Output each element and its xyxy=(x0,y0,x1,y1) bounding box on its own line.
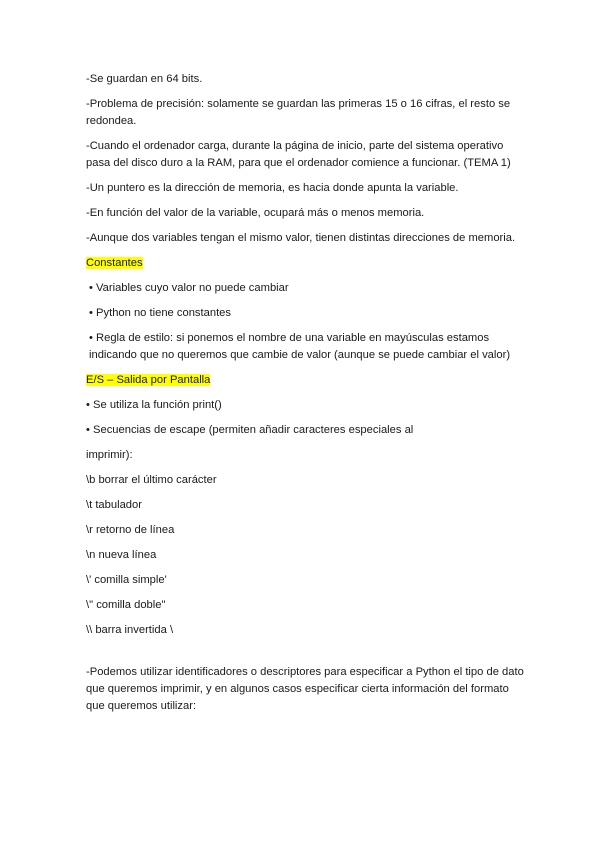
escape-sequence-item: \b borrar el último carácter xyxy=(86,474,217,486)
intro-paragraph-5: -En función del valor de la variable, ocupará más o menos memoria. xyxy=(86,207,425,219)
highlight-salida: E/S – Salida por Pantalla xyxy=(86,374,211,386)
closing-paragraph: -Podemos utilizar identificadores o descriptores para especificar a Python el tipo de dato que queremos imprimir, y en algunos casos especificar cierta información del formato que queremos utilizar: xyxy=(86,666,524,712)
bullet-item: • Se utiliza la función print() xyxy=(86,399,222,411)
section-heading-salida xyxy=(86,372,526,389)
blank-line xyxy=(86,647,526,664)
section-heading-constantes xyxy=(86,255,526,272)
bullet-item: • Variables cuyo valor no puede cambiar xyxy=(89,282,289,294)
escape-sequence-item: \" comilla doble" xyxy=(86,599,166,611)
highlight-constantes: Constantes xyxy=(86,257,143,269)
intro-paragraph-2: -Problema de precisión: solamente se guardan las primeras 15 o 16 cifras, el resto se redondea. xyxy=(86,98,511,127)
intro-paragraph-4: -Un puntero es la dirección de memoria, es hacia donde apunta la variable. xyxy=(86,182,459,194)
bullet-item: • Python no tiene constantes xyxy=(89,307,231,319)
bullet-item: • Secuencias de escape (permiten añadir caracteres especiales al xyxy=(86,424,414,436)
escape-sequence-item: \r retorno de línea xyxy=(86,524,175,536)
bullet-continuation: imprimir): xyxy=(86,449,133,461)
intro-paragraph-6: -Aunque dos variables tengan el mismo valor, tienen distintas direcciones de memoria. xyxy=(86,232,516,244)
escape-sequence-item: \n nueva línea xyxy=(86,549,157,561)
escape-sequence-item: \t tabulador xyxy=(86,499,142,511)
intro-paragraph-1: -Se guardan en 64 bits. xyxy=(86,73,203,85)
bullet-item: • Regla de estilo: si ponemos el nombre de una variable en mayúsculas estamos indicando que no queremos que cambie de valor (aunque se puede cambiar el valor) xyxy=(89,332,511,361)
document-page xyxy=(86,71,526,723)
escape-sequence-item: \' comilla simple' xyxy=(86,574,167,586)
intro-paragraph-3: -Cuando el ordenador carga, durante la página de inicio, parte del sistema operativo pasa del disco duro a la RAM, para que el ordenador comience a funcionar. (TEMA 1) xyxy=(86,140,511,169)
escape-sequence-item: \\ barra invertida \ xyxy=(86,624,174,636)
